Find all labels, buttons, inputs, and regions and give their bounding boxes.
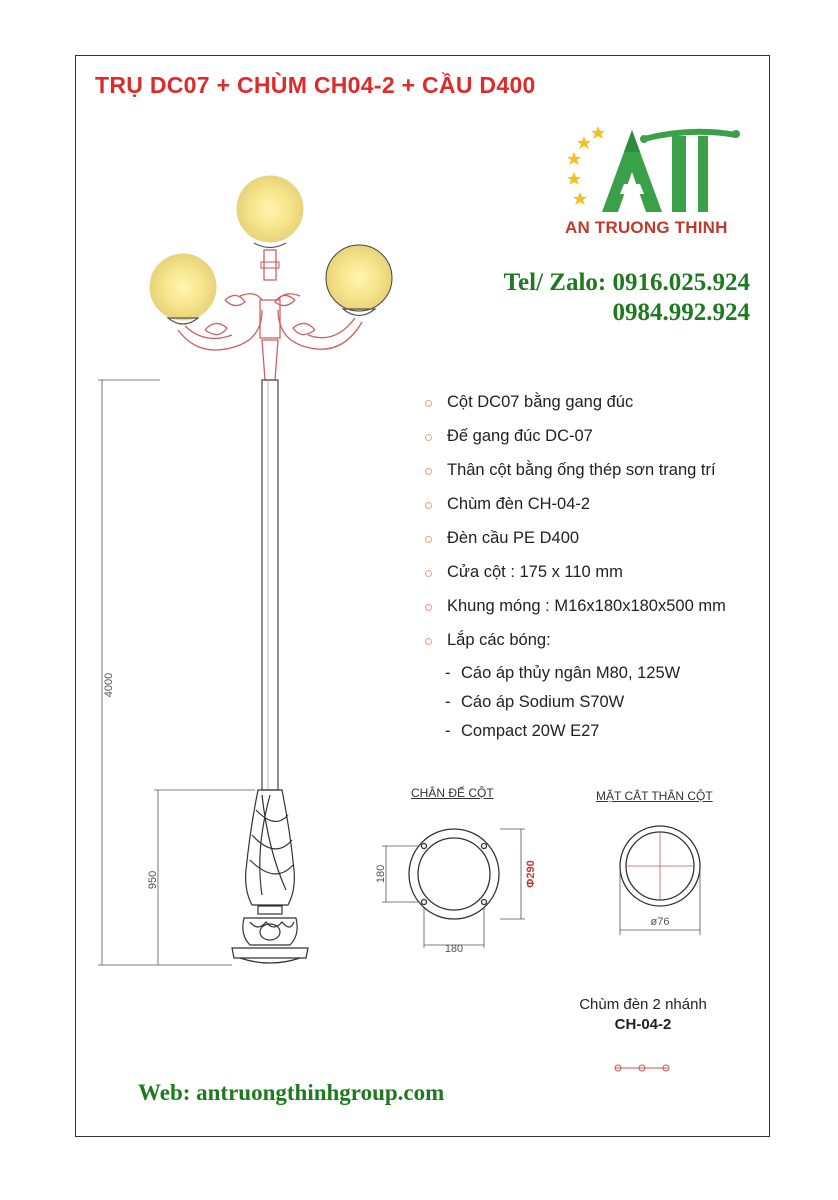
base-label: CHÂN ĐẾ CỘT: [411, 786, 494, 800]
spec-item: Thân cột bằng ống thép sơn trang trí: [425, 458, 726, 492]
bulb-item: - Cáo áp Sodium S70W: [445, 693, 625, 711]
spec-item: Cột DC07 bằng gang đúc: [425, 390, 726, 424]
spec-item: Khung móng : M16x180x180x500 mm: [425, 594, 726, 628]
bulb-item: - Compact 20W E27: [445, 722, 600, 740]
bulb-item: - Cáo áp thủy ngân M80, 125W: [445, 664, 681, 682]
spec-item: Lắp các bóng:: [425, 628, 726, 662]
spec-list: [425, 390, 726, 749]
spec-item: Cửa cột : 175 x 110 mm: [425, 560, 726, 594]
dim-base-h: 180: [375, 864, 387, 884]
contact-tel: Tel/ Zalo: 0916.025.924: [503, 269, 750, 296]
contact-web: Web: antruongthinhgroup.com: [138, 1080, 445, 1105]
dim-base-w: 180: [444, 943, 464, 955]
section-label: MẶT CẮT THÂN CỘT: [596, 789, 713, 803]
spec-item: Đèn cầu PE D400: [425, 526, 726, 560]
contact-tel2: 0984.992.924: [612, 299, 750, 326]
chum-caption: [548, 995, 738, 1035]
logo-stars-icon: [567, 126, 605, 205]
contact-block: [504, 268, 750, 328]
chum-code: CH-04-2: [614, 1016, 672, 1033]
spec-item: Chùm đèn CH-04-2: [425, 492, 726, 526]
dim-section-diameter: ø76: [650, 916, 670, 928]
spec-item: Đế gang đúc DC-07: [425, 424, 726, 458]
dim-base-diameter: Φ290: [525, 860, 537, 888]
brand-name: AN TRUONG THINH: [565, 218, 728, 237]
chum-caption-text: Chùm đèn 2 nhánh: [579, 996, 707, 1013]
dim-total-height: 4000: [103, 672, 115, 698]
page-title: TRỤ DC07 + CHÙM CH04-2 + CẦU D400: [95, 72, 536, 98]
dim-base-height: 950: [147, 870, 159, 890]
